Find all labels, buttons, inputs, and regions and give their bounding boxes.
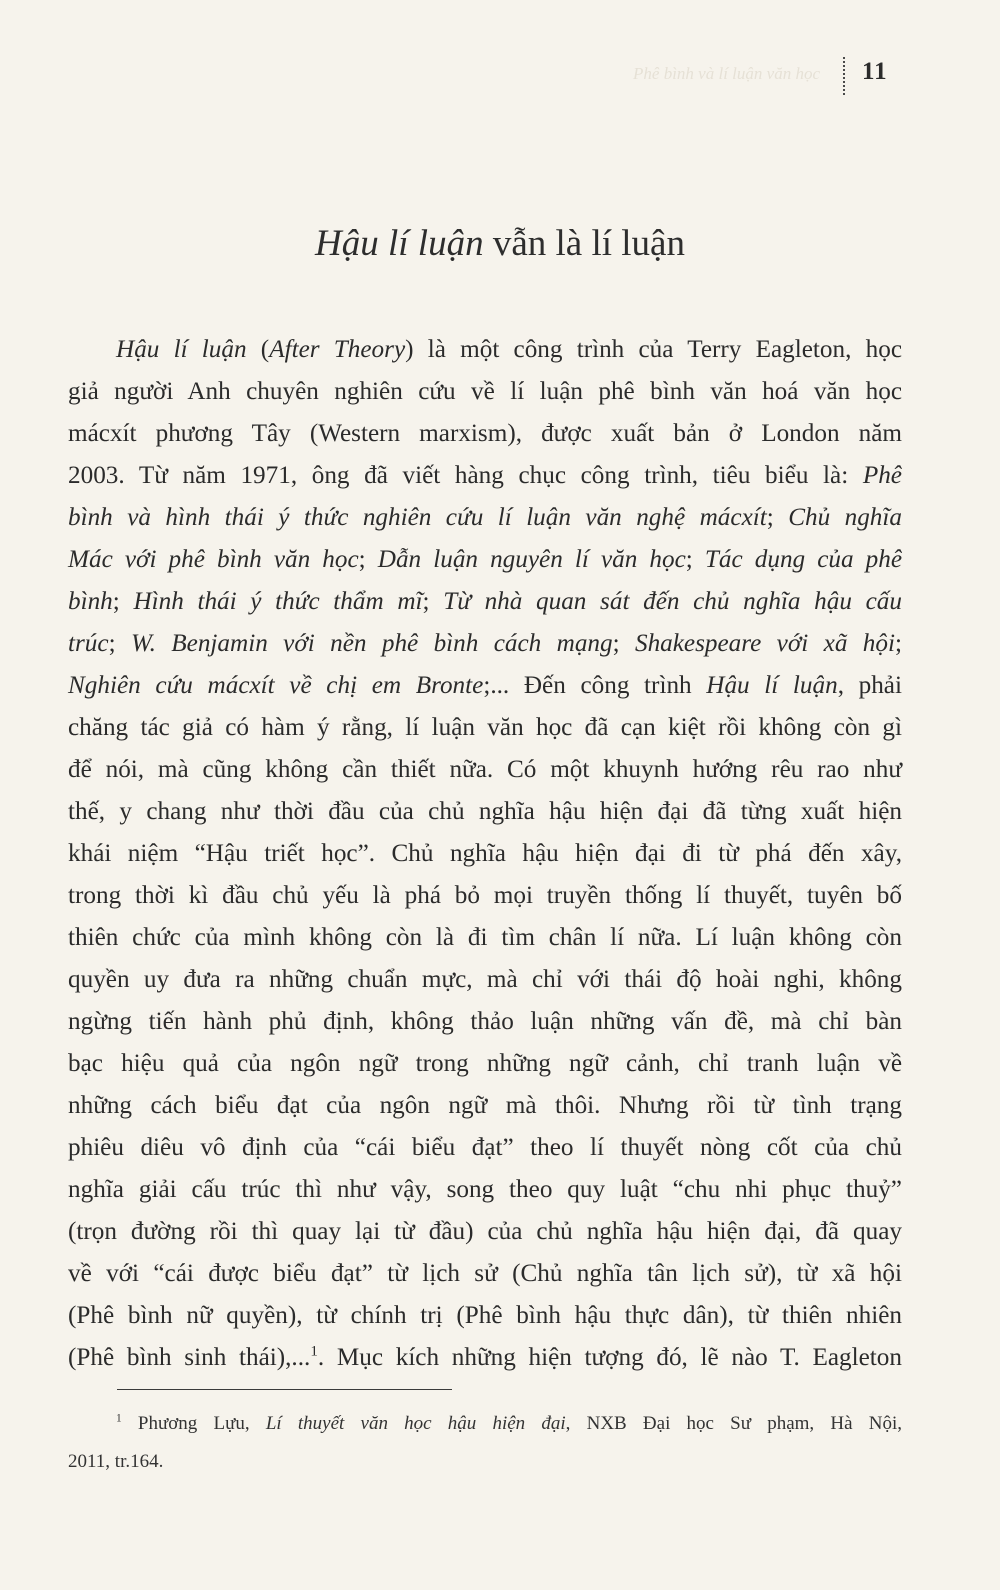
text-line: thế, y chang như thời đầu của chủ nghĩa hậu hiện đại đã từng xuất hiện bbox=[68, 798, 902, 825]
text-line: bạc hiệu quả của ngôn ngữ trong những ngữ cảnh, chỉ tranh luận về bbox=[68, 1050, 902, 1077]
book-title-italic: After Theory bbox=[269, 336, 406, 363]
text-run: ( bbox=[246, 336, 270, 363]
text-line: khái niệm “Hậu triết học”. Chủ nghĩa hậu hiện đại đi từ phá đến xây, bbox=[68, 840, 902, 867]
text-run: ; bbox=[112, 588, 134, 615]
footnote-reference[interactable]: 1 bbox=[310, 1343, 318, 1360]
book-title-italic: Chủ nghĩa bbox=[788, 504, 902, 531]
header-divider bbox=[843, 57, 845, 95]
text-line: mácxít phương Tây (Western marxism), được xuất bản ở London năm bbox=[68, 420, 902, 447]
book-title-italic: Nghiên cứu mácxít về chị em Bronte bbox=[68, 672, 484, 699]
chapter-title-italic: Hậu lí luận bbox=[315, 223, 484, 264]
footnote-divider bbox=[117, 1389, 452, 1390]
book-title-italic: Hình thái ý thức thẩm mĩ bbox=[133, 588, 423, 615]
book-title-italic: bình bbox=[68, 588, 113, 615]
text-run: , phải bbox=[837, 672, 902, 699]
text-line bbox=[68, 497, 902, 539]
book-title-italic: Phê bbox=[862, 462, 902, 489]
text-line: ngừng tiến hành phủ định, không thảo luận những vấn đề, mà chỉ bàn bbox=[68, 1008, 902, 1035]
footnote-line bbox=[68, 1405, 902, 1443]
text-line: (trọn đường rồi thì quay lại từ đầu) của chủ nghĩa hậu hiện đại, đã quay bbox=[68, 1218, 902, 1245]
book-title-italic: bình và hình thái ý thức nghiên cứu lí luận văn nghệ mácxít bbox=[68, 504, 767, 531]
book-title-italic: Dẫn luận nguyên lí văn học bbox=[377, 546, 686, 573]
book-title-italic: Hậu lí luận bbox=[706, 672, 838, 699]
text-line: trong thời kì đầu chủ yếu là phá bỏ mọi truyền thống lí thuyết, tuyên bố bbox=[68, 882, 902, 909]
text-line: quyền uy đưa ra những chuẩn mực, mà chỉ với thái độ hoài nghi, không bbox=[68, 966, 902, 993]
footnote bbox=[68, 1405, 902, 1481]
text-run: ; bbox=[894, 630, 902, 657]
book-title-italic: Lí thuyết văn học hậu hiện đại bbox=[265, 1413, 566, 1434]
text-run: ; bbox=[685, 546, 705, 573]
text-line bbox=[68, 665, 902, 707]
text-line: chăng tác giả có hàm ý rằng, lí luận văn học đã cạn kiệt rồi không còn gì bbox=[68, 714, 902, 741]
text-line bbox=[68, 539, 902, 581]
text-run: ; bbox=[422, 588, 444, 615]
text-run: ; bbox=[108, 630, 131, 657]
running-head: Phê bình và lí luận văn học bbox=[633, 64, 820, 83]
text-line: nghĩa giải cấu trúc thì như vậy, song theo quy luật “chu nhi phục thuỷ” bbox=[68, 1176, 902, 1203]
text-run: Phương Lựu, bbox=[121, 1413, 266, 1434]
text-line bbox=[68, 329, 902, 371]
book-title-italic: Hậu lí luận bbox=[116, 336, 247, 363]
body-paragraph bbox=[68, 329, 902, 1379]
text-line bbox=[68, 623, 902, 665]
book-title-italic: trúc bbox=[68, 630, 109, 657]
chapter-title bbox=[0, 220, 1000, 268]
text-run: ; bbox=[358, 546, 378, 573]
text-line: giả người Anh chuyên nghiên cứu về lí luận phê bình văn hoá văn học bbox=[68, 378, 902, 405]
footnote-line: 2011, tr.164. bbox=[68, 1451, 164, 1472]
text-line bbox=[68, 1337, 902, 1379]
text-line: để nói, mà cũng không cần thiết nữa. Có một khuynh hướng rêu rao như bbox=[68, 756, 902, 783]
text-run: ; bbox=[612, 630, 635, 657]
text-run: ) là một công trình của Terry Eagleton, học bbox=[405, 336, 902, 363]
chapter-title-rest: vẫn là lí luận bbox=[483, 223, 685, 264]
text-line: (Phê bình nữ quyền), từ chính trị (Phê bình hậu thực dân), từ thiên nhiên bbox=[68, 1302, 902, 1329]
page-number: 11 bbox=[862, 58, 888, 85]
text-run: . Mục kích những hiện tượng đó, lẽ nào T. Eagleton bbox=[317, 1344, 902, 1371]
text-run: ; bbox=[766, 504, 789, 531]
book-title-italic: Shakespeare với xã hội bbox=[634, 630, 895, 657]
text-line: những cách biểu đạt của ngôn ngữ mà thôi. Nhưng rồi từ tình trạng bbox=[68, 1092, 902, 1119]
text-run: (Phê bình sinh thái),... bbox=[68, 1344, 311, 1371]
text-line: về với “cái được biểu đạt” từ lịch sử (Chủ nghĩa tân lịch sử), từ xã hội bbox=[68, 1260, 902, 1287]
page-header bbox=[0, 0, 1000, 110]
book-title-italic: Từ nhà quan sát đến chủ nghĩa hậu cấu bbox=[443, 588, 902, 615]
text-line: phiêu diêu vô định của “cái biểu đạt” theo lí thuyết nòng cốt của chủ bbox=[68, 1134, 902, 1161]
book-title-italic: W. Benjamin với nền phê bình cách mạng bbox=[130, 630, 613, 657]
text-line bbox=[68, 455, 902, 497]
book-title-italic: Tác dụng của phê bbox=[704, 546, 903, 573]
book-title-italic: Mác với phê bình văn học bbox=[68, 546, 359, 573]
footnote-marker: 1 bbox=[116, 1412, 122, 1425]
text-line: thiên chức của mình không còn là đi tìm chân lí nữa. Lí luận không còn bbox=[68, 924, 902, 951]
text-run: , NXB Đại học Sư phạm, Hà Nội, bbox=[565, 1413, 902, 1434]
text-run: ;... Đến công trình bbox=[483, 672, 707, 699]
text-run: 2003. Từ năm 1971, ông đã viết hàng chục công trình, tiêu biểu là: bbox=[68, 462, 863, 489]
text-line bbox=[68, 581, 902, 623]
